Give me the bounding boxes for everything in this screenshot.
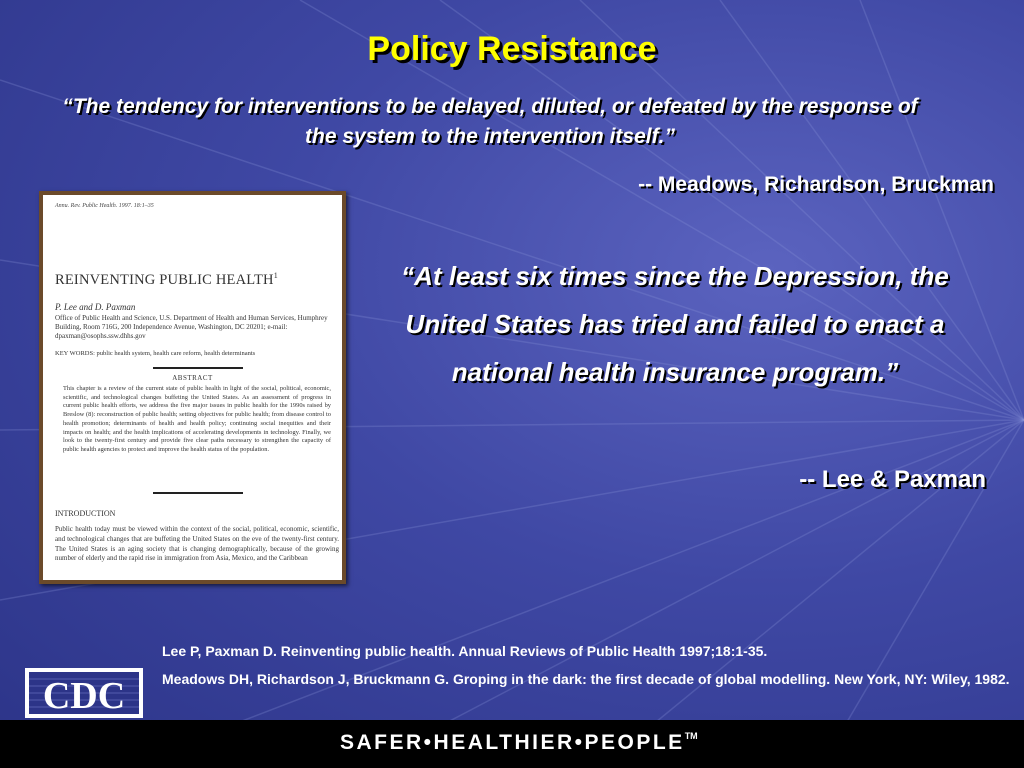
article-thumbnail [39,191,346,584]
article-title: REINVENTING PUBLIC HEALTH$^1$ [55,271,278,288]
article-rule-bottom [153,492,243,494]
article-authors: P. Lee and D. Paxman [55,302,136,312]
article-journal-line: Annu. Rev. Public Health. 1997. 18:1–35 [55,203,154,209]
article-abstract: This chapter is a review of the current state of public health in light of the social, political, economic, scientific, and technological changes buffeting the United States. As an assessment of progress in current public health efforts, we address the five major issues in public health for the 1990s raised by Breslow (8): reconstruction of public health; setting objectives for public health; from disease control to health promotion; determinants of health and health policy; continuing social inequities and their impacts on health; and the health implications of accelerating developments in technology. Finally, we look to the twenty-first century and provide five clear paths necessary to strengthen the capacity of public health agencies to protect and improve the health status of the population. [63,385,331,453]
reference-item: Meadows DH, Richardson J, Bruckmann G. Groping in the dark: the first decade of global modelling. New York, NY: Wiley, 1982. [162,671,1010,687]
svg-text:CDC: CDC [42,675,126,717]
cdc-logo [24,667,144,719]
lee-paxman-quote: “At least six times since the Depression, the United States has tried and failed to enact a national health insurance program.” [401,261,949,387]
reference-item: Lee P, Paxman D. Reinventing public health. Annual Reviews of Public Health 1997;18:1-35. [162,643,768,659]
footer-tagline: SAFER•HEALTHIER•PEOPLE™ [340,731,698,754]
lee-paxman-attribution: -- Lee & Paxman [799,466,986,493]
slide-title: Policy Resistance [367,30,657,68]
article-abstract-heading: ABSTRACT [172,374,213,382]
article-keywords: KEY WORDS: public health system, health care reform, health determinants [55,350,256,357]
references [162,642,1012,698]
article-affiliation: Office of Public Health and Science, U.S. Department of Health and Human Services, Humphrey Building, Room 716G, 200 Independence Avenue, Washington, DC 20201; e-mail: dpaxman@osophs.ssw.dhhs.gov [55,314,328,340]
meadows-quote: “The tendency for interventions to be delayed, diluted, or defeated by the response of the system to the intervention itself.” [62,95,918,148]
article-rule-top [153,367,243,369]
article-page [43,195,342,580]
article-intro: Public health today must be viewed within the context of the social, political, economic, scientific, and technological changes that are buffeting the United States on the eve of the twenty-first century. The United States is an aging society that is changing demographically, because of the growing number of elderly and the rapid rise in immigration from Asia, Mexico, and the Caribbean [55,525,339,563]
meadows-attribution: -- Meadows, Richardson, Bruckman [638,173,994,196]
article-intro-heading: INTRODUCTION [55,509,116,518]
